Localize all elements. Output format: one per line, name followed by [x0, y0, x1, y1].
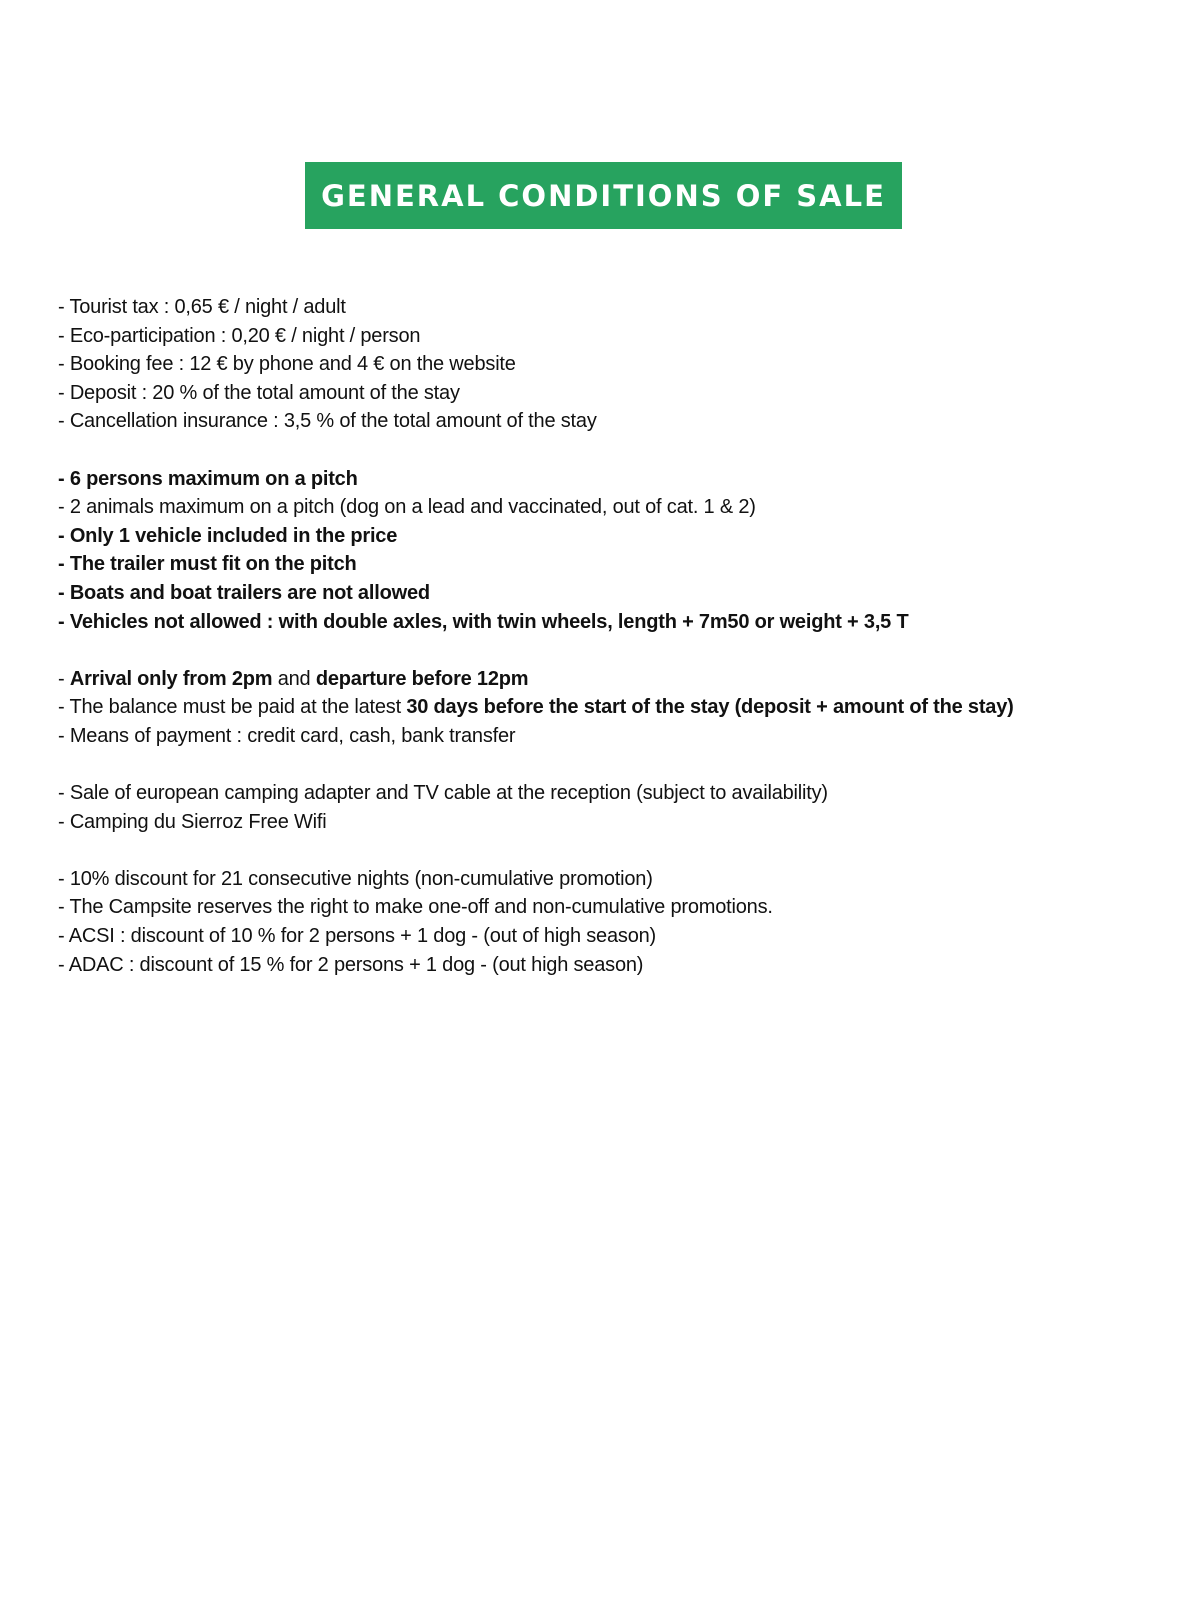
rule-boats: - Boats and boat trailers are not allowed	[58, 581, 430, 604]
services-section	[58, 779, 1178, 836]
departure-time: departure before 12pm	[315, 667, 529, 690]
discount-consecutive-nights: - 10% discount for 21 consecutive nights (non-cumulative promotion)	[58, 867, 653, 890]
arrival-connector: and	[272, 667, 316, 690]
title-banner	[305, 162, 902, 229]
service-adapter-sale: - Sale of european camping adapter and TV cable at the reception (subject to availability)	[58, 782, 828, 805]
arrival-prefix: -	[58, 667, 70, 690]
fee-cancellation-insurance: - Cancellation insurance : 3,5 % of the total amount of the stay	[58, 410, 597, 433]
rule-animals: - 2 animals maximum on a pitch (dog on a lead and vaccinated, out of cat. 1 & 2)	[58, 496, 756, 519]
rule-vehicle: - Only 1 vehicle included in the price	[58, 524, 398, 547]
arrival-payment-section	[58, 665, 1178, 751]
fee-eco-participation: - Eco-participation : 0,20 € / night / person	[58, 324, 421, 347]
payment-means: - Means of payment : credit card, cash, bank transfer	[58, 724, 516, 747]
fee-booking: - Booking fee : 12 € by phone and 4 € on the website	[58, 353, 516, 376]
balance-prefix: - The balance must be paid at the latest	[58, 696, 407, 719]
arrival-departure-line	[58, 665, 1178, 694]
fee-tourist-tax: - Tourist tax : 0,65 € / night / adult	[58, 296, 346, 318]
conditions-content	[58, 293, 1178, 1008]
balance-line	[58, 693, 1178, 722]
arrival-time: Arrival only from 2pm	[69, 667, 273, 690]
rule-trailer: - The trailer must fit on the pitch	[58, 553, 357, 576]
service-wifi: - Camping du Sierroz Free Wifi	[58, 810, 327, 833]
rule-persons: - 6 persons maximum on a pitch	[58, 467, 358, 490]
balance-deadline: 30 days before the start of the stay (deposit + amount of the stay)	[406, 696, 1014, 719]
fee-deposit: - Deposit : 20 % of the total amount of the stay	[58, 381, 460, 404]
discount-promotions: - The Campsite reserves the right to make one-off and non-cumulative promotions.	[58, 896, 773, 919]
page-title: GENERAL CONDITIONS OF SALE	[321, 178, 886, 213]
discounts-section	[58, 865, 1178, 979]
pitch-rules-section	[58, 465, 1178, 637]
fees-section	[58, 293, 1178, 436]
discount-acsi: - ACSI : discount of 10 % for 2 persons + 1 dog - (out of high season)	[58, 925, 657, 948]
rule-vehicles-not-allowed: - Vehicles not allowed : with double axles, with twin wheels, length + 7m50 or weight + 3,5 T	[58, 610, 909, 633]
discount-adac: - ADAC : discount of 15 % for 2 persons + 1 dog - (out high season)	[58, 953, 644, 976]
